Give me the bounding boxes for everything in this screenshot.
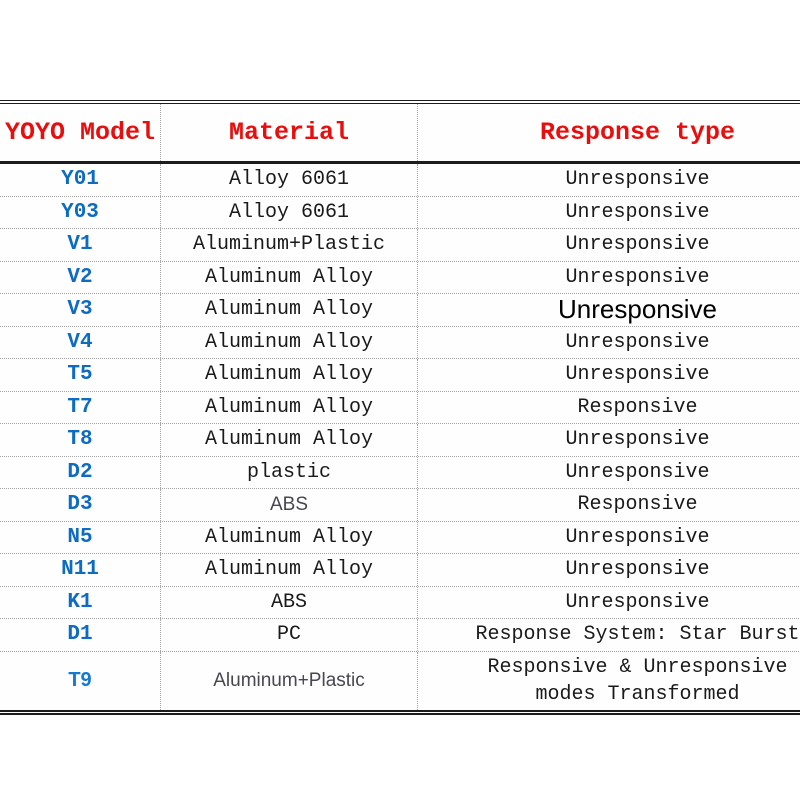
response-cell: Unresponsive — [417, 359, 800, 391]
material-cell: plastic — [160, 457, 417, 489]
table-header-row — [0, 104, 800, 164]
table-row — [0, 651, 800, 710]
response-cell: Unresponsive — [417, 197, 800, 229]
model-cell: T5 — [67, 363, 93, 387]
response-line: Responsive & Unresponsive — [487, 655, 788, 679]
material-cell: Alloy 6061 — [160, 164, 417, 196]
material-cell: Aluminum Alloy — [160, 294, 417, 326]
material-cell: Aluminum Alloy — [160, 327, 417, 359]
response-cell: Response System: Star Burst — [417, 619, 800, 651]
material-cell: PC — [160, 619, 417, 651]
material-cell: ABS — [160, 489, 417, 521]
response-cell: Unresponsive — [417, 522, 800, 554]
table-row — [0, 326, 800, 359]
material-cell: Alloy 6061 — [160, 197, 417, 229]
table-row — [0, 521, 800, 554]
response-cell: Unresponsive — [417, 424, 800, 456]
model-cell: T8 — [67, 428, 93, 452]
model-cell: D2 — [67, 460, 93, 484]
model-cell: D1 — [67, 623, 93, 647]
model-cell: D3 — [67, 493, 93, 517]
model-cell: Y03 — [61, 200, 99, 224]
comparison-table — [0, 100, 800, 715]
material-cell: Aluminum+Plastic — [160, 652, 417, 710]
model-cell: T7 — [67, 395, 93, 419]
material-cell: Aluminum Alloy — [160, 359, 417, 391]
table-row — [0, 164, 800, 196]
response-cell: Unresponsive — [417, 164, 800, 196]
table-row — [0, 553, 800, 586]
response-cell: Responsive — [417, 489, 800, 521]
response-cell — [417, 652, 800, 710]
table-row — [0, 391, 800, 424]
response-cell: Unresponsive — [417, 327, 800, 359]
header-response-type: Response type — [417, 104, 800, 161]
material-cell: ABS — [160, 587, 417, 619]
response-cell: Unresponsive — [417, 262, 800, 294]
material-cell: Aluminum Alloy — [160, 424, 417, 456]
response-cell: Unresponsive — [417, 587, 800, 619]
table-row — [0, 196, 800, 229]
material-cell: Aluminum Alloy — [160, 262, 417, 294]
response-cell: Unresponsive — [417, 457, 800, 489]
material-cell: Aluminum Alloy — [160, 392, 417, 424]
model-cell: N5 — [67, 525, 93, 549]
response-cell: Unresponsive — [417, 294, 800, 326]
table-row — [0, 423, 800, 456]
table-row — [0, 586, 800, 619]
table-row — [0, 358, 800, 391]
table-row — [0, 261, 800, 294]
material-cell: Aluminum+Plastic — [160, 229, 417, 261]
response-line: modes Transformed — [535, 682, 740, 706]
header-material: Material — [160, 104, 417, 161]
model-cell: V2 — [67, 265, 93, 289]
material-cell: Aluminum Alloy — [160, 522, 417, 554]
table-row — [0, 488, 800, 521]
response-cell: Unresponsive — [417, 229, 800, 261]
model-cell: V1 — [67, 233, 93, 257]
table-row — [0, 293, 800, 326]
material-cell: Aluminum Alloy — [160, 554, 417, 586]
response-cell: Responsive — [417, 392, 800, 424]
table-body — [0, 164, 800, 710]
response-cell: Unresponsive — [417, 554, 800, 586]
model-cell: Y01 — [61, 168, 99, 192]
model-cell: K1 — [67, 590, 93, 614]
model-cell: T9 — [68, 669, 92, 691]
model-cell: V3 — [67, 298, 93, 322]
model-cell: N11 — [61, 558, 99, 582]
table-row — [0, 618, 800, 651]
model-cell: V4 — [67, 330, 93, 354]
table-row — [0, 228, 800, 261]
table-row — [0, 456, 800, 489]
header-yoyo-model: YOYO Model — [4, 118, 156, 147]
